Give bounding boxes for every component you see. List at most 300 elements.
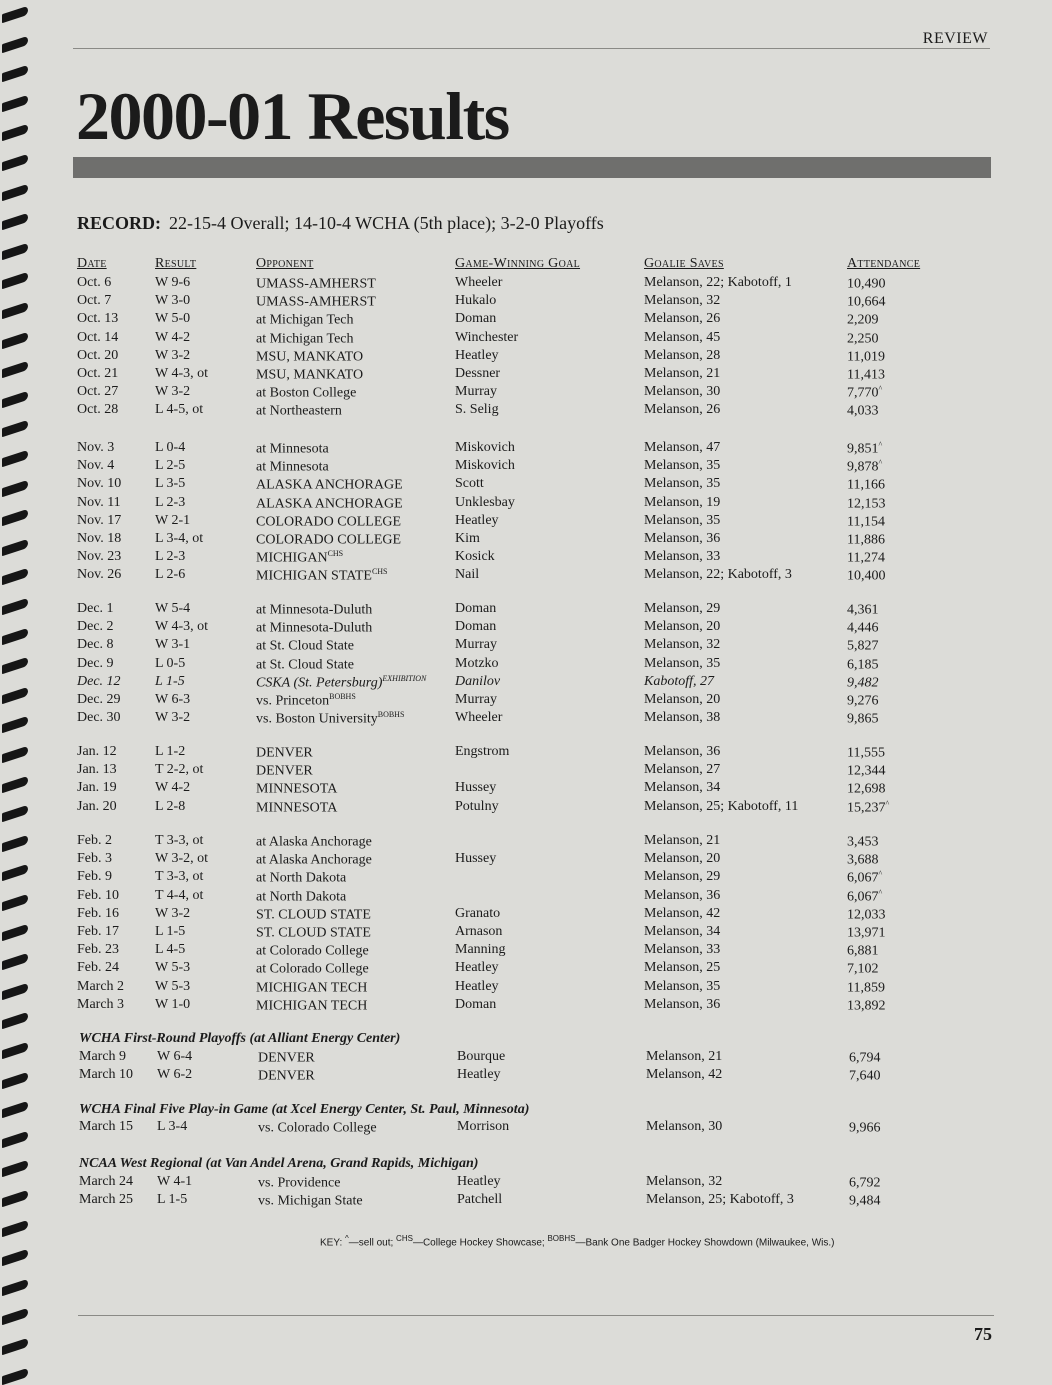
game-result — [157, 1067, 192, 1083]
goalie-saves-text: Kabotoff, 27 — [644, 673, 715, 689]
table-row — [0, 833, 1052, 851]
game-winning-goal — [455, 476, 484, 492]
table-row — [0, 656, 1052, 674]
game-winning-goal-text: Nail — [455, 567, 480, 583]
game-date-text: Oct. 14 — [77, 329, 119, 345]
game-result — [155, 906, 190, 922]
header-date: Date — [77, 256, 107, 271]
game-date — [77, 692, 121, 708]
goalie-saves-text: Melanson, 36 — [644, 744, 721, 759]
game-result-text: T 2-2, ot — [155, 762, 204, 778]
binding-ring — [2, 213, 28, 230]
game-attendance-text: 13,971 — [847, 925, 886, 941]
game-date — [77, 710, 121, 726]
goalie-saves — [644, 656, 720, 672]
goalie-saves-text: Melanson, 21 — [644, 833, 721, 848]
game-attendance-text: 11,413 — [847, 367, 885, 383]
game-result-text: W 3-2 — [155, 710, 191, 726]
game-date-text: March 10 — [79, 1067, 134, 1083]
game-result-text: W 3-2, ot — [155, 851, 209, 867]
game-date — [77, 744, 117, 760]
goalie-saves — [644, 869, 720, 885]
binding-ring — [2, 35, 28, 52]
game-date-text: Oct. 21 — [77, 366, 119, 381]
game-attendance — [847, 458, 882, 476]
table-row — [0, 674, 1052, 692]
goalie-saves-text: Melanson, 21 — [646, 1049, 723, 1064]
table-row — [0, 458, 1052, 476]
game-attendance — [847, 293, 886, 311]
game-winning-goal — [457, 1174, 501, 1190]
game-result-text: W 6-3 — [155, 692, 191, 707]
game-result-text: L 0-4 — [155, 440, 186, 455]
game-attendance — [847, 888, 882, 906]
goalie-saves — [644, 997, 720, 1013]
game-attendance-text: 6,792 — [849, 1175, 881, 1191]
goalie-saves — [644, 744, 720, 760]
playoff-section-title: WCHA Final Five Play-in Game (at Xcel Energy Center, St. Paul, Minnesota) — [79, 1102, 530, 1117]
game-date-text: Oct. 7 — [77, 293, 112, 309]
game-date-text: Dec. 2 — [77, 619, 114, 635]
table-row — [0, 710, 1052, 728]
goalie-saves — [644, 799, 798, 815]
game-winning-goal — [457, 1192, 502, 1208]
game-winning-goal-text: Potulny — [455, 798, 499, 814]
table-row — [0, 869, 1052, 887]
game-opponent-text: at Minnesota — [256, 459, 329, 475]
game-result — [155, 549, 185, 565]
game-attendance-text: 9,878 — [847, 459, 879, 475]
game-date — [77, 402, 118, 418]
table-row — [0, 1067, 1052, 1085]
game-opponent-text: vs. Providence — [258, 1175, 341, 1191]
game-attendance-text: 6,881 — [847, 943, 879, 959]
game-date — [79, 1067, 133, 1083]
goalie-saves-text: Melanson, 30 — [644, 384, 721, 400]
game-opponent — [256, 531, 401, 549]
game-result — [155, 348, 190, 364]
game-date-text: Feb. 9 — [77, 869, 112, 885]
game-opponent — [256, 656, 354, 674]
binding-ring — [2, 1308, 28, 1325]
game-result-text: L 2-3 — [155, 549, 186, 565]
game-winning-goal-text: Manning — [455, 942, 506, 958]
key-bobhs-text: —Bank One Badger Hockey Showdown (Milwaukee, Wis.) — [575, 1237, 835, 1249]
game-result-text: W 3-2 — [155, 384, 191, 400]
game-attendance-text: 2,250 — [847, 331, 879, 347]
game-opponent — [256, 710, 404, 728]
game-date-text: Nov. 26 — [77, 567, 122, 583]
game-opponent-text: ST. CLOUD STATE — [256, 907, 371, 923]
game-winning-goal-text: Murray — [455, 637, 497, 653]
game-attendance-text: 7,102 — [847, 962, 879, 978]
table-row — [0, 619, 1052, 637]
game-result-text: L 3-5 — [155, 476, 186, 492]
game-result — [155, 762, 203, 778]
game-result — [155, 637, 190, 653]
game-date-text: Nov. 17 — [77, 512, 122, 528]
goalie-saves — [644, 366, 720, 382]
game-winning-goal-text: Dessner — [455, 366, 501, 381]
game-winning-goal — [455, 366, 500, 382]
game-opponent-text: UMASS-AMHERST — [256, 294, 376, 310]
table-row — [0, 1174, 1052, 1192]
game-date — [77, 979, 124, 995]
game-opponent-text: MSU, MANKATO — [256, 367, 364, 383]
binding-ring — [2, 1367, 28, 1384]
table-row — [0, 567, 1052, 585]
game-winning-goal — [455, 924, 502, 940]
game-attendance-text: 9,484 — [849, 1194, 881, 1210]
game-attendance — [847, 833, 879, 851]
game-opponent-text: at Minnesota — [256, 441, 329, 457]
game-opponent — [256, 348, 363, 366]
goalie-saves — [644, 692, 720, 708]
game-attendance — [847, 692, 879, 710]
game-result-text: T 3-3, ot — [155, 869, 204, 885]
game-attendance-text: 15,237 — [847, 800, 886, 816]
game-date — [77, 924, 119, 940]
game-winning-goal — [455, 384, 497, 400]
game-date — [79, 1174, 133, 1190]
game-date — [79, 1192, 133, 1208]
table-row — [0, 513, 1052, 531]
game-attendance — [847, 531, 885, 549]
game-attendance-text: 6,067 — [847, 889, 879, 905]
game-attendance — [847, 402, 879, 420]
table-row — [0, 311, 1052, 329]
game-attendance — [847, 762, 886, 780]
game-winning-goal — [455, 440, 515, 456]
section-label: REVIEW — [922, 30, 988, 47]
game-winning-goal-text: Miskovich — [455, 440, 515, 455]
game-attendance-text: 4,361 — [847, 602, 879, 618]
game-winning-goal — [457, 1049, 505, 1065]
game-date — [77, 440, 114, 456]
game-attendance-text: 12,033 — [847, 907, 886, 923]
game-opponent — [256, 924, 371, 942]
goalie-saves-text: Melanson, 25 — [644, 960, 721, 976]
game-date — [77, 674, 121, 690]
binding-ring — [2, 1219, 28, 1236]
game-result-text: L 2-5 — [155, 458, 186, 474]
goalie-saves — [644, 476, 720, 492]
game-attendance-text: 5,827 — [847, 639, 879, 655]
game-winning-goal-text: Heatley — [455, 960, 499, 976]
game-date-text: Nov. 4 — [77, 458, 115, 474]
game-date-text: Jan. 12 — [77, 744, 117, 759]
game-winning-goal — [455, 692, 497, 708]
table-row — [0, 330, 1052, 348]
title-underline-bar — [73, 157, 991, 178]
game-opponent — [256, 906, 371, 924]
game-opponent — [258, 1049, 315, 1067]
goalie-saves-text: Melanson, 25; Kabotoff, 11 — [644, 798, 799, 814]
game-winning-goal — [455, 458, 515, 474]
goalie-saves-text: Melanson, 38 — [644, 710, 721, 726]
goalie-saves-text: Melanson, 26 — [644, 402, 721, 418]
game-opponent-text: at Michigan Tech — [256, 331, 354, 347]
game-result — [157, 1049, 192, 1065]
game-date-text: March 2 — [77, 978, 125, 994]
goalie-saves-text: Melanson, 32 — [644, 293, 721, 309]
game-attendance — [847, 440, 882, 458]
game-attendance — [847, 674, 879, 692]
game-opponent — [256, 366, 363, 384]
game-date — [77, 275, 111, 291]
game-result — [155, 601, 190, 617]
game-attendance — [847, 275, 886, 293]
goalie-saves-text: Melanson, 42 — [644, 905, 721, 921]
game-date — [79, 1049, 126, 1065]
game-winning-goal — [455, 513, 499, 529]
goalie-saves-text: Melanson, 29 — [644, 601, 721, 616]
game-attendance-text: 6,185 — [847, 657, 879, 673]
game-result-text: L 1-5 — [155, 924, 186, 939]
game-result — [155, 997, 190, 1013]
game-winning-goal-text: Engstrom — [455, 744, 510, 759]
game-winning-goal-text: Danilov — [455, 673, 501, 689]
game-opponent — [256, 692, 356, 710]
game-date-text: Dec. 12 — [77, 673, 121, 689]
game-winning-goal-text: Heatley — [457, 1067, 501, 1083]
binding-ring — [2, 124, 28, 141]
playoff-section-title: WCHA First-Round Playoffs (at Alliant Energy Center) — [79, 1031, 401, 1046]
goalie-saves — [644, 513, 720, 529]
goalie-saves-text: Melanson, 35 — [644, 655, 721, 671]
game-attendance — [847, 637, 879, 655]
game-date — [77, 942, 119, 958]
game-opponent — [256, 619, 372, 637]
game-result-text: L 2-6 — [155, 567, 186, 583]
goalie-saves-text: Melanson, 28 — [644, 347, 721, 363]
game-opponent — [256, 637, 354, 655]
game-attendance — [847, 960, 879, 978]
game-opponent-text: vs. Princeton — [256, 693, 330, 709]
game-result-text: W 5-4 — [155, 601, 191, 616]
game-attendance — [847, 710, 879, 728]
game-opponent-text: ALASKA ANCHORAGE — [256, 478, 403, 494]
game-date — [77, 348, 118, 364]
goalie-saves-text: Melanson, 25; Kabotoff, 3 — [646, 1192, 794, 1208]
goalie-saves-text: Melanson, 20 — [644, 619, 721, 635]
game-date-text: Jan. 13 — [77, 762, 117, 778]
game-date — [77, 567, 121, 583]
goalie-saves — [644, 960, 720, 976]
game-opponent — [256, 567, 388, 585]
goalie-saves — [644, 293, 720, 309]
game-opponent-text: DENVER — [258, 1050, 315, 1066]
game-attendance — [847, 869, 882, 887]
game-opponent — [256, 402, 342, 420]
game-opponent-text: at Minnesota-Duluth — [256, 620, 373, 636]
game-result — [155, 656, 185, 672]
goalie-saves — [644, 780, 720, 796]
goalie-saves — [644, 495, 720, 511]
game-winning-goal — [455, 799, 499, 815]
game-result-text: W 9-6 — [155, 275, 191, 290]
sellout-marker: ^ — [878, 384, 883, 394]
game-result — [155, 330, 190, 346]
table-row — [0, 924, 1052, 942]
game-opponent-text: at Michigan Tech — [256, 313, 354, 329]
game-opponent — [256, 869, 346, 887]
table-row — [0, 601, 1052, 619]
game-result — [155, 799, 185, 815]
game-winning-goal — [455, 311, 496, 327]
goalie-saves-text: Melanson, 35 — [644, 512, 721, 528]
game-attendance — [847, 601, 879, 619]
game-opponent-text: at Colorado College — [256, 943, 369, 959]
game-opponent — [258, 1119, 377, 1137]
game-attendance-text: 9,865 — [847, 711, 879, 727]
game-result-text: L 0-5 — [155, 655, 186, 671]
goalie-saves — [644, 833, 720, 849]
key-chs-text: —College Hockey Showcase; — [412, 1237, 545, 1249]
game-opponent — [256, 762, 313, 780]
game-opponent-text: vs. Boston University — [256, 711, 378, 727]
game-winning-goal-text: Wheeler — [455, 275, 503, 290]
game-result — [155, 674, 185, 690]
game-attendance-text: 11,154 — [847, 514, 885, 530]
game-result — [155, 513, 190, 529]
header-opponent: Opponent — [256, 256, 314, 271]
game-opponent — [256, 495, 403, 513]
game-result — [155, 979, 190, 995]
game-attendance-text: 3,453 — [847, 834, 879, 850]
game-opponent-text: ALASKA ANCHORAGE — [256, 496, 403, 512]
game-opponent-text: at North Dakota — [256, 871, 347, 887]
game-opponent-text: at Alaska Anchorage — [256, 852, 372, 868]
game-winning-goal — [455, 495, 515, 511]
goalie-saves — [644, 348, 720, 364]
key-chs-symbol: CHS — [396, 1234, 413, 1243]
game-result — [155, 619, 208, 635]
goalie-saves — [644, 674, 714, 690]
game-winning-goal-text: Arnason — [455, 924, 503, 939]
game-date — [77, 384, 118, 400]
opponent-superscript: CHS — [371, 567, 388, 577]
game-result — [155, 851, 208, 867]
table-row — [0, 440, 1052, 458]
game-opponent-text: MSU, MANKATO — [256, 349, 364, 365]
goalie-saves-text: Melanson, 20 — [644, 851, 721, 867]
record-label: RECORD: — [77, 213, 161, 233]
game-attendance-text: 4,446 — [847, 620, 879, 636]
game-date-text: Feb. 2 — [77, 833, 112, 848]
game-date — [77, 960, 119, 976]
binding-ring — [2, 420, 28, 437]
game-result-text: W 4-3, ot — [155, 366, 209, 381]
game-result-text: W 5-0 — [155, 311, 191, 327]
game-winning-goal-text: Heatley — [455, 512, 499, 528]
table-row — [0, 942, 1052, 960]
game-opponent — [256, 979, 367, 997]
game-winning-goal — [455, 656, 499, 672]
goalie-saves — [644, 311, 720, 327]
goalie-saves — [646, 1174, 722, 1190]
game-opponent — [256, 851, 372, 869]
game-date-text: Jan. 20 — [77, 798, 117, 814]
goalie-saves-text: Melanson, 42 — [646, 1067, 723, 1083]
game-attendance — [847, 997, 886, 1015]
game-opponent-text: at Minnesota-Duluth — [256, 602, 373, 618]
game-opponent-text: at St. Cloud State — [256, 657, 354, 673]
table-row — [0, 744, 1052, 762]
game-opponent-text: at Northeastern — [256, 404, 342, 420]
game-winning-goal-text: Wheeler — [455, 710, 503, 726]
game-attendance — [847, 366, 885, 384]
game-opponent-text: MINNESOTA — [256, 782, 338, 798]
game-result — [155, 495, 185, 511]
game-result-text: L 2-8 — [155, 798, 186, 814]
game-date-text: Oct. 20 — [77, 347, 119, 363]
header-goalie-saves: Goalie Saves — [644, 256, 724, 271]
playoff-section-title: NCAA West Regional (at Van Andel Arena, Grand Rapids, Michigan) — [79, 1156, 479, 1171]
game-opponent — [256, 293, 376, 311]
game-winning-goal-text: Doman — [455, 601, 497, 616]
game-opponent-text: at Alaska Anchorage — [256, 834, 372, 850]
goalie-saves — [646, 1049, 722, 1065]
top-divider — [73, 48, 990, 49]
game-result-text: W 4-2 — [155, 329, 191, 345]
game-result — [155, 366, 208, 382]
game-result-text: T 4-4, ot — [155, 887, 204, 903]
game-opponent-text: DENVER — [256, 763, 313, 779]
game-winning-goal — [455, 293, 496, 309]
game-opponent-text: at Colorado College — [256, 962, 369, 978]
game-attendance — [847, 780, 886, 798]
goalie-saves-text: Melanson, 34 — [644, 924, 721, 939]
goalie-saves — [644, 619, 720, 635]
goalie-saves-text: Melanson, 33 — [644, 942, 721, 958]
game-winning-goal — [455, 942, 506, 958]
game-result — [155, 924, 185, 940]
game-result-text: W 4-1 — [157, 1174, 193, 1189]
game-date-text: Feb. 16 — [77, 905, 119, 921]
game-attendance-text: 7,640 — [849, 1069, 881, 1085]
game-date — [77, 851, 112, 867]
game-date-text: Feb. 10 — [77, 887, 119, 903]
goalie-saves — [644, 458, 720, 474]
game-winning-goal-text: Murray — [455, 384, 497, 400]
goalie-saves-text: Melanson, 33 — [644, 549, 721, 565]
game-winning-goal — [455, 637, 497, 653]
goalie-saves — [644, 275, 792, 291]
game-date — [77, 780, 117, 796]
game-attendance-text: 12,698 — [847, 782, 886, 798]
goalie-saves-text: Melanson, 27 — [644, 762, 721, 778]
table-row — [0, 549, 1052, 567]
goalie-saves-text: Melanson, 35 — [644, 458, 721, 474]
game-result — [155, 531, 203, 547]
game-opponent — [256, 513, 401, 531]
sellout-marker: ^ — [878, 869, 883, 879]
game-date — [77, 330, 118, 346]
table-row — [0, 402, 1052, 420]
game-result-text: W 6-2 — [157, 1067, 193, 1083]
game-attendance — [847, 549, 885, 567]
game-winning-goal — [455, 402, 499, 418]
game-winning-goal — [455, 960, 499, 976]
goalie-saves-text: Melanson, 36 — [644, 531, 721, 546]
game-attendance — [847, 851, 879, 869]
game-winning-goal-text: Doman — [455, 311, 497, 327]
game-attendance-text: 10,400 — [847, 569, 886, 585]
table-row — [0, 348, 1052, 366]
game-opponent-text: MICHIGAN TECH — [256, 980, 368, 996]
goalie-saves — [644, 924, 720, 940]
